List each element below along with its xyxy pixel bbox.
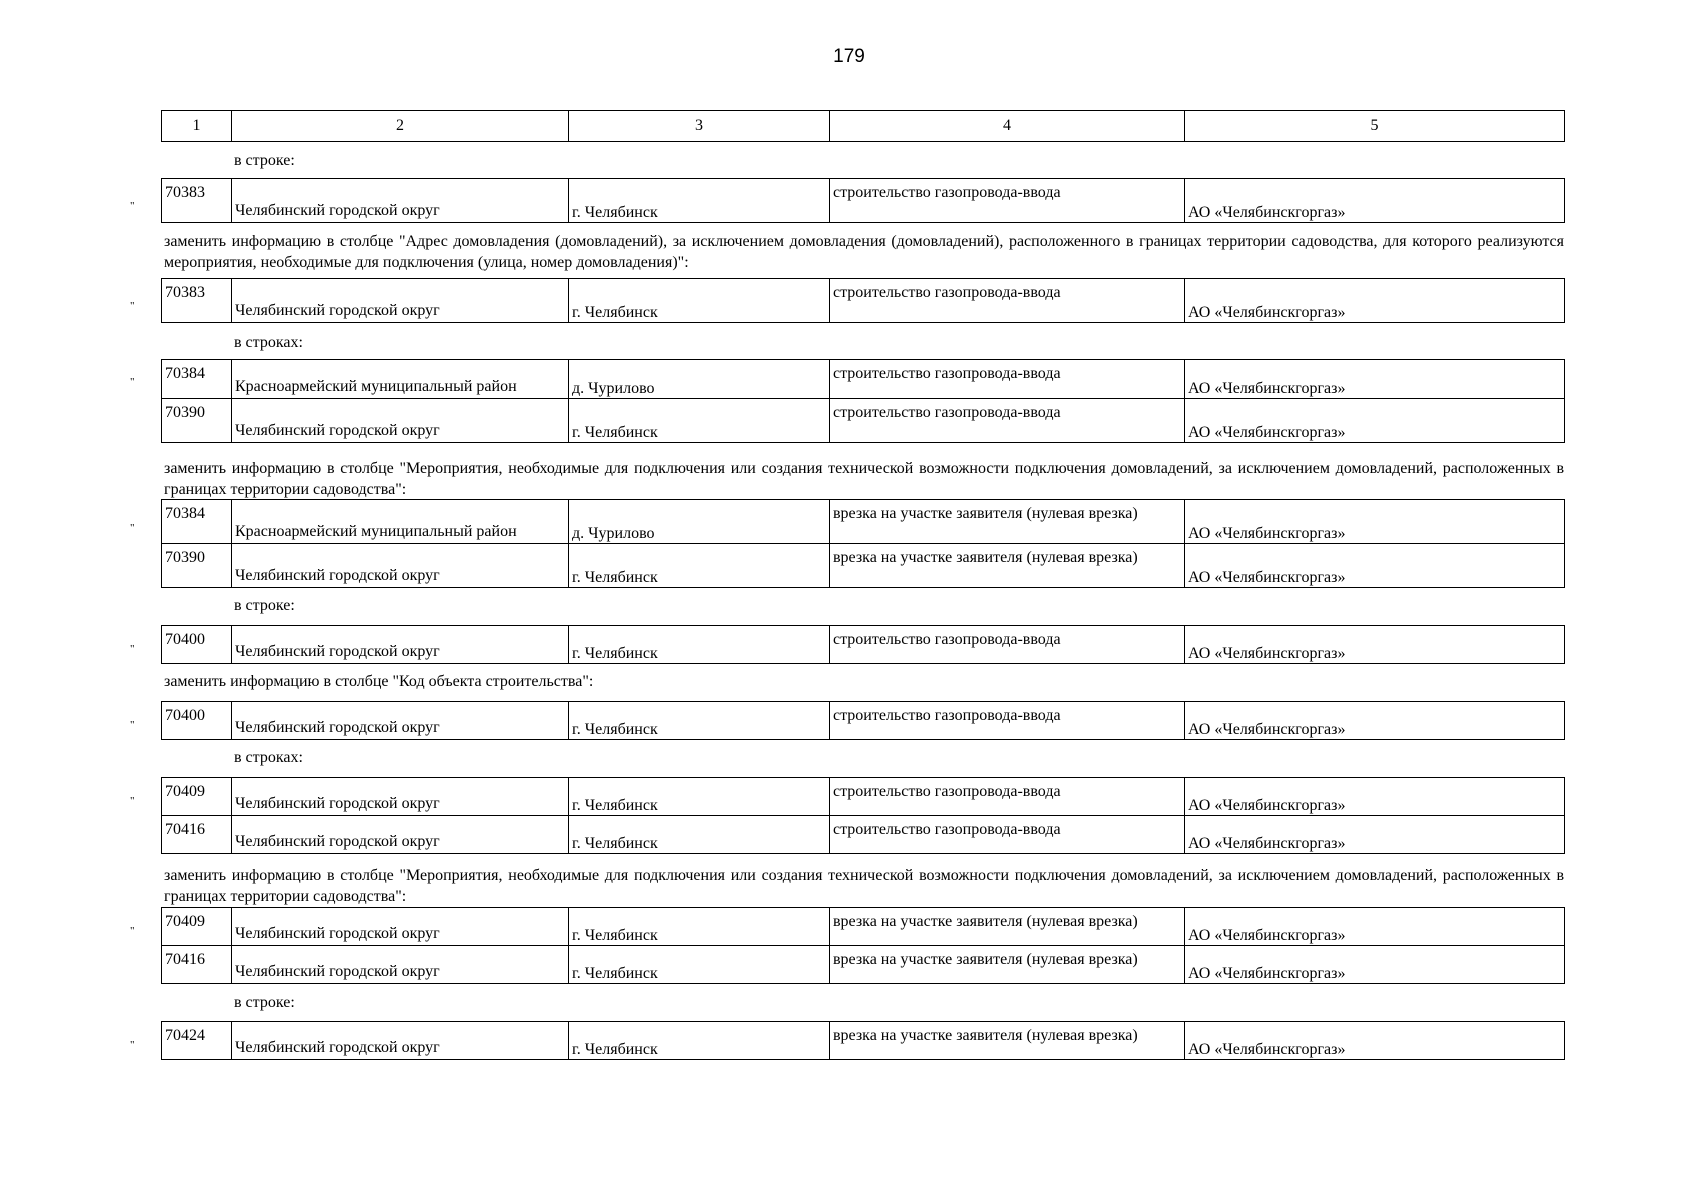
quote-mark: " xyxy=(130,795,135,807)
district: Челябинский городской округ xyxy=(232,816,569,854)
quote-mark: " xyxy=(130,376,135,388)
section-note: в строке: xyxy=(234,994,295,1011)
section-note: в строках: xyxy=(234,334,303,351)
section-note: заменить информацию в столбце "Мероприятия, необходимые для подключения или создания технической возможности подключения домовладений, за исключением домовладений, расположенных в границах территории садоводства": xyxy=(164,867,1564,905)
column-header-row xyxy=(162,111,1565,142)
object-code: 70400 xyxy=(162,702,232,740)
measure: врезка на участке заявителя (нулевая врезка) xyxy=(830,500,1185,544)
measure: врезка на участке заявителя (нулевая врезка) xyxy=(830,946,1185,984)
measure: врезка на участке заявителя (нулевая врезка) xyxy=(830,908,1185,946)
district: Красноармейский муниципальный район xyxy=(232,360,569,399)
locality: д. Чурилово xyxy=(569,360,830,399)
section-note: заменить информацию в столбце "Код объекта строительства": xyxy=(164,673,594,690)
amendment-table xyxy=(161,359,1565,443)
table-row xyxy=(162,626,1565,664)
locality: г. Челябинск xyxy=(569,544,830,588)
measure: строительство газопровода-ввода xyxy=(830,360,1185,399)
table-row xyxy=(162,399,1565,443)
table-row xyxy=(162,778,1565,816)
locality: г. Челябинск xyxy=(569,179,830,223)
object-code: 70383 xyxy=(162,279,232,323)
column-header-3: 3 xyxy=(569,111,830,142)
owner: АО «Челябинскгоргаз» xyxy=(1185,279,1565,323)
table-row xyxy=(162,179,1565,223)
object-code: 70416 xyxy=(162,816,232,854)
quote-mark: " xyxy=(130,719,135,731)
district: Челябинский городской округ xyxy=(232,702,569,740)
locality: г. Челябинск xyxy=(569,816,830,854)
object-code: 70383 xyxy=(162,179,232,223)
measure: врезка на участке заявителя (нулевая врезка) xyxy=(830,544,1185,588)
amendment-table xyxy=(161,907,1565,984)
page-number: 179 xyxy=(833,46,865,67)
locality: г. Челябинск xyxy=(569,279,830,323)
owner: АО «Челябинскгоргаз» xyxy=(1185,816,1565,854)
measure: строительство газопровода-ввода xyxy=(830,778,1185,816)
table-row xyxy=(162,279,1565,323)
table-row xyxy=(162,946,1565,984)
locality: г. Челябинск xyxy=(569,908,830,946)
district: Челябинский городской округ xyxy=(232,908,569,946)
table-row xyxy=(162,816,1565,854)
amendment-table xyxy=(161,178,1565,223)
quote-mark: " xyxy=(130,643,135,655)
locality: г. Челябинск xyxy=(569,702,830,740)
column-header-2: 2 xyxy=(232,111,569,142)
amendment-table xyxy=(161,701,1565,740)
locality: г. Челябинск xyxy=(569,946,830,984)
quote-mark: " xyxy=(130,1039,135,1051)
object-code: 70384 xyxy=(162,500,232,544)
owner: АО «Челябинскгоргаз» xyxy=(1185,946,1565,984)
district: Челябинский городской округ xyxy=(232,1022,569,1060)
quote-mark: " xyxy=(130,300,135,312)
district: Челябинский городской округ xyxy=(232,399,569,443)
owner: АО «Челябинскгоргаз» xyxy=(1185,179,1565,223)
object-code: 70400 xyxy=(162,626,232,664)
owner: АО «Челябинскгоргаз» xyxy=(1185,360,1565,399)
section-note: заменить информацию в столбце "Мероприятия, необходимые для подключения или создания технической возможности подключения домовладений, за исключением домовладений, расположенных в границах территории садоводства": xyxy=(164,460,1564,498)
section-note: заменить информацию в столбце "Адрес домовладения (домовладений), за исключением домовладения (домовладений), расположенного в границах территории садоводства, для которого реализуются мероприятия, необходимые для подключения (улица, номер домовладения)": xyxy=(164,233,1564,271)
quote-mark: " xyxy=(130,522,135,534)
measure: врезка на участке заявителя (нулевая врезка) xyxy=(830,1022,1185,1060)
owner: АО «Челябинскгоргаз» xyxy=(1185,626,1565,664)
owner: АО «Челябинскгоргаз» xyxy=(1185,544,1565,588)
measure: строительство газопровода-ввода xyxy=(830,702,1185,740)
amendment-table xyxy=(161,777,1565,854)
table-row xyxy=(162,500,1565,544)
column-header-5: 5 xyxy=(1185,111,1565,142)
table-row xyxy=(162,908,1565,946)
measure: строительство газопровода-ввода xyxy=(830,816,1185,854)
section-note: в строке: xyxy=(234,152,295,169)
column-header-1: 1 xyxy=(162,111,232,142)
column-header-4: 4 xyxy=(830,111,1185,142)
amendment-table xyxy=(161,1021,1565,1060)
owner: АО «Челябинскгоргаз» xyxy=(1185,908,1565,946)
measure: строительство газопровода-ввода xyxy=(830,626,1185,664)
table-row xyxy=(162,544,1565,588)
owner: АО «Челябинскгоргаз» xyxy=(1185,399,1565,443)
locality: г. Челябинск xyxy=(569,778,830,816)
owner: АО «Челябинскгоргаз» xyxy=(1185,1022,1565,1060)
measure: строительство газопровода-ввода xyxy=(830,279,1185,323)
object-code: 70416 xyxy=(162,946,232,984)
locality: г. Челябинск xyxy=(569,399,830,443)
table-row xyxy=(162,702,1565,740)
object-code: 70384 xyxy=(162,360,232,399)
district: Челябинский городской округ xyxy=(232,946,569,984)
object-code: 70409 xyxy=(162,908,232,946)
object-code: 70409 xyxy=(162,778,232,816)
locality: г. Челябинск xyxy=(569,626,830,664)
object-code: 70390 xyxy=(162,544,232,588)
amendment-table xyxy=(161,278,1565,323)
owner: АО «Челябинскгоргаз» xyxy=(1185,778,1565,816)
amendment-table xyxy=(161,625,1565,664)
table-row xyxy=(162,360,1565,399)
table-row xyxy=(162,1022,1565,1060)
district: Челябинский городской округ xyxy=(232,279,569,323)
measure: строительство газопровода-ввода xyxy=(830,399,1185,443)
object-code: 70424 xyxy=(162,1022,232,1060)
locality: д. Чурилово xyxy=(569,500,830,544)
measure: строительство газопровода-ввода xyxy=(830,179,1185,223)
locality: г. Челябинск xyxy=(569,1022,830,1060)
district: Челябинский городской округ xyxy=(232,778,569,816)
section-note: в строке: xyxy=(234,597,295,614)
section-note: в строках: xyxy=(234,749,303,766)
object-code: 70390 xyxy=(162,399,232,443)
district: Челябинский городской округ xyxy=(232,179,569,223)
amendment-table xyxy=(161,499,1565,588)
district: Челябинский городской округ xyxy=(232,544,569,588)
quote-mark: " xyxy=(130,200,135,212)
owner: АО «Челябинскгоргаз» xyxy=(1185,500,1565,544)
district: Челябинский городской округ xyxy=(232,626,569,664)
quote-mark: " xyxy=(130,925,135,937)
owner: АО «Челябинскгоргаз» xyxy=(1185,702,1565,740)
district: Красноармейский муниципальный район xyxy=(232,500,569,544)
column-header-table xyxy=(161,110,1565,142)
